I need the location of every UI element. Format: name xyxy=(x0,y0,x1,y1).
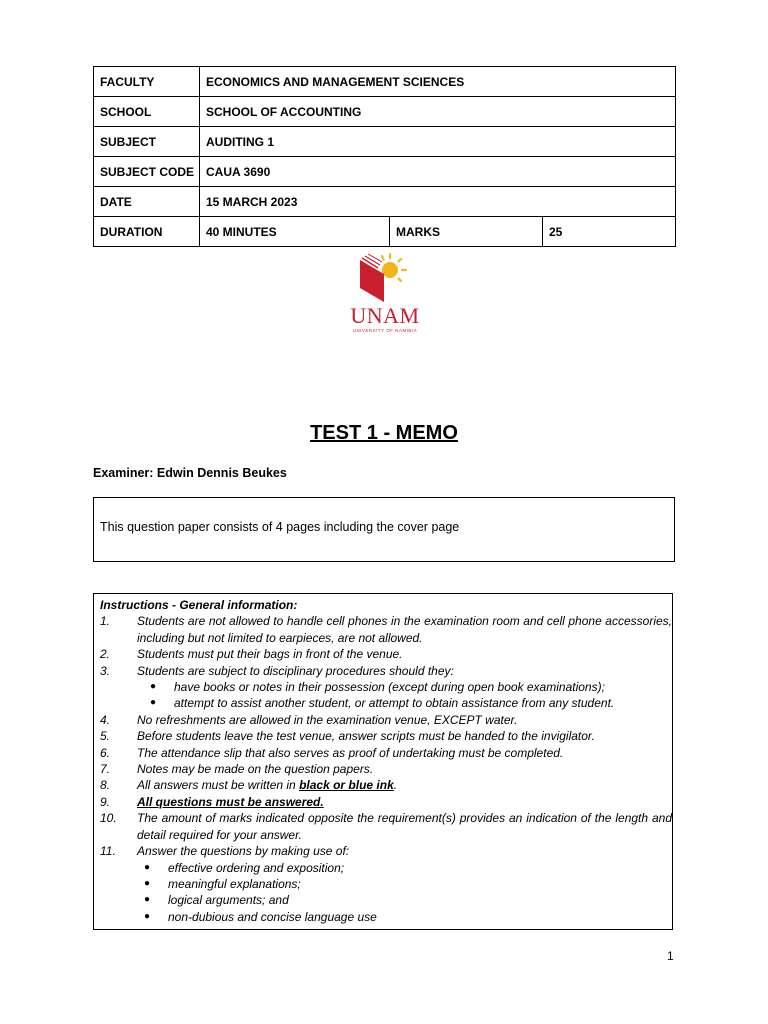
bullet-text: have books or notes in their possession (except during open book examinations); xyxy=(174,680,605,695)
instruction-bullet xyxy=(100,892,672,908)
bullet-text: non-dubious and concise language use xyxy=(168,909,377,924)
date-value: 15 MARCH 2023 xyxy=(200,187,676,217)
logo-wordmark: UNAM xyxy=(350,303,420,328)
date-row xyxy=(94,187,676,217)
item-text: The amount of marks indicated opposite the requirement(s) provides an indication of the length and detail required for your answer. xyxy=(137,811,672,842)
item-number: 4. xyxy=(100,712,111,727)
instruction-item-4 xyxy=(100,712,672,728)
page-number: 1 xyxy=(667,949,674,963)
instruction-item-11 xyxy=(100,843,672,859)
item-text-part: . xyxy=(393,778,398,793)
faculty-row xyxy=(94,67,676,97)
marks-label: MARKS xyxy=(390,217,543,247)
item-number: 2. xyxy=(100,647,111,662)
bullet-icon: ● xyxy=(144,877,151,889)
pages-note-box xyxy=(93,497,675,562)
instruction-bullet xyxy=(100,876,672,892)
item-number: 8. xyxy=(100,778,111,793)
item-number: 5. xyxy=(100,729,111,744)
instruction-item-5 xyxy=(100,728,672,744)
item-number: 11. xyxy=(100,844,116,859)
subject-value: AUDITING 1 xyxy=(200,127,676,157)
bullet-icon: ● xyxy=(144,894,151,906)
instruction-bullet xyxy=(100,860,672,876)
item-text: Students are not allowed to handle cell phones in the examination room and cell phone accessories, including but not limited to earpieces, are not allowed. xyxy=(137,614,672,645)
bullet-icon: ● xyxy=(144,910,151,922)
bullet-text: logical arguments; and xyxy=(168,893,289,908)
subject-label: SUBJECT xyxy=(94,127,200,157)
instruction-item-7 xyxy=(100,761,672,777)
ink-emphasis: black or blue ink xyxy=(299,778,394,793)
instructions-box xyxy=(93,593,673,930)
item-text xyxy=(137,777,672,793)
instruction-bullet xyxy=(100,909,672,925)
duration-label: DURATION xyxy=(94,217,200,247)
bullet-icon: ● xyxy=(150,681,157,693)
instruction-bullet xyxy=(100,679,672,695)
examiner-line: Examiner: Edwin Dennis Beukes xyxy=(93,466,287,480)
unam-logo xyxy=(340,250,430,336)
item-number: 1. xyxy=(100,614,111,629)
item-text: Notes may be made on the question papers. xyxy=(137,762,374,777)
item-number: 6. xyxy=(100,745,111,760)
item-text: Answer the questions by making use of: xyxy=(137,844,350,859)
instruction-bullet xyxy=(100,695,672,711)
subject-code-row xyxy=(94,157,676,187)
book-icon xyxy=(360,254,384,302)
school-value: SCHOOL OF ACCOUNTING xyxy=(200,97,676,127)
item-number: 10. xyxy=(100,811,117,826)
item-number: 7. xyxy=(100,762,111,777)
cover-info-table xyxy=(93,66,676,247)
subject-code-label: SUBJECT CODE xyxy=(94,157,200,187)
item-text: No refreshments are allowed in the examination venue, EXCEPT water. xyxy=(137,712,518,727)
bullet-icon: ● xyxy=(144,861,151,873)
faculty-label: FACULTY xyxy=(94,67,200,97)
item-number: 9. xyxy=(100,794,111,809)
item-number: 3. xyxy=(100,663,111,678)
instruction-item-10 xyxy=(100,810,672,843)
duration-value: 40 MINUTES xyxy=(200,217,390,247)
page-title: TEST 1 - MEMO xyxy=(310,422,458,444)
instruction-item-6 xyxy=(100,745,672,761)
bullet-text: meaningful explanations; xyxy=(168,876,301,891)
instructions-heading: Instructions - General information: xyxy=(100,598,298,612)
school-label: SCHOOL xyxy=(94,97,200,127)
item-text-part: All answers must be written in xyxy=(137,778,300,793)
instruction-item-2 xyxy=(100,646,672,662)
school-row xyxy=(94,97,676,127)
item-text: All questions must be answered. xyxy=(137,794,324,809)
item-text: Students are subject to disciplinary procedures should they: xyxy=(137,663,454,678)
subject-row xyxy=(94,127,676,157)
bullet-icon: ● xyxy=(150,697,157,709)
faculty-value: ECONOMICS AND MANAGEMENT SCIENCES xyxy=(200,67,676,97)
item-text: Before students leave the test venue, answer scripts must be handed to the invigilator. xyxy=(137,729,595,744)
marks-value: 25 xyxy=(543,217,676,247)
instruction-item-3 xyxy=(100,663,672,679)
sun-icon xyxy=(382,254,406,281)
item-text: Students must put their bags in front of the venue. xyxy=(137,647,403,662)
subject-code-value: CAUA 3690 xyxy=(200,157,676,187)
pages-note: This question paper consists of 4 pages including the cover page xyxy=(100,520,460,534)
bullet-text: effective ordering and exposition; xyxy=(168,860,345,875)
date-label: DATE xyxy=(94,187,200,217)
bullet-text: attempt to assist another student, or attempt to obtain assistance from any student. xyxy=(174,696,615,711)
item-text: The attendance slip that also serves as proof of undertaking must be completed. xyxy=(137,745,564,760)
duration-row xyxy=(94,217,676,247)
instruction-item-1 xyxy=(100,613,672,646)
instruction-item-8 xyxy=(100,777,672,793)
logo-subtext: UNIVERSITY OF NAMIBIA xyxy=(352,328,418,333)
instruction-item-9 xyxy=(100,794,672,810)
